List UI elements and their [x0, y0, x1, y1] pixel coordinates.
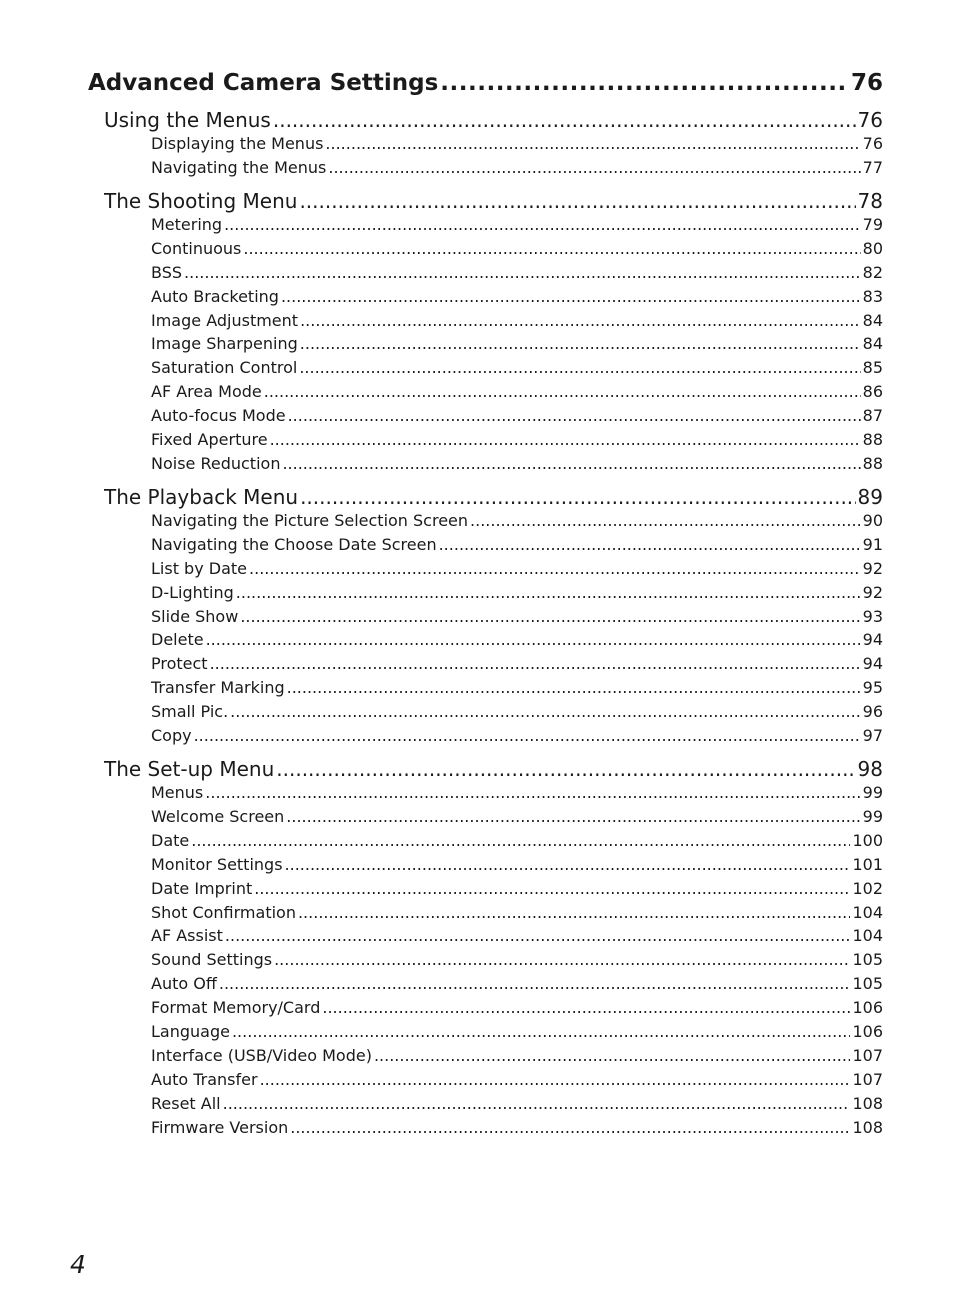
toc-page-number: 86 [862, 382, 883, 402]
toc-chapter [88, 70, 883, 96]
toc-entry [151, 583, 883, 602]
dot-leader [224, 215, 861, 234]
toc-title: Navigating the Choose Date Screen [151, 534, 437, 554]
toc-entry [151, 1070, 883, 1089]
toc-entry [151, 311, 883, 330]
toc-entry [151, 783, 883, 802]
toc-title: Date [151, 830, 190, 850]
dot-leader [374, 1046, 851, 1065]
dot-leader [286, 807, 860, 826]
dot-leader [274, 950, 850, 969]
toc-page-number: 102 [852, 878, 883, 898]
dot-leader [300, 485, 855, 509]
toc-entry [151, 263, 883, 282]
toc-page-number: 96 [862, 702, 883, 722]
dot-leader [300, 311, 861, 330]
toc-title: Image Sharpening [151, 334, 298, 354]
toc-page-number: 91 [862, 534, 883, 554]
page-number: 4 [70, 1250, 86, 1279]
toc-page-number: 94 [862, 630, 883, 650]
toc-title: Auto Off [151, 974, 217, 994]
toc-title: Welcome Screen [151, 806, 285, 826]
toc-title: Fixed Aperture [151, 430, 268, 449]
dot-leader [281, 287, 861, 306]
toc-page-number: 79 [862, 214, 883, 234]
toc-entry [151, 879, 883, 898]
toc-page-number: 97 [862, 726, 883, 745]
dot-leader [264, 382, 861, 401]
dot-leader [439, 535, 861, 554]
dot-leader [236, 583, 861, 602]
dot-leader [205, 783, 860, 802]
toc-page-number: 78 [857, 188, 883, 213]
toc-entry [151, 535, 883, 554]
toc-page-number: 89 [857, 484, 883, 509]
toc-entry [151, 134, 883, 153]
toc-entry [151, 239, 883, 258]
toc-title: Noise Reduction [151, 453, 281, 473]
toc-page-number: 76 [857, 108, 883, 132]
toc-page-number: 108 [852, 1117, 883, 1137]
toc-section [104, 485, 883, 509]
toc-title: The Shooting Menu [104, 188, 298, 213]
toc-page-number: 83 [862, 286, 883, 306]
toc-entry [151, 855, 883, 874]
dot-leader [260, 1070, 851, 1089]
toc-section [104, 189, 883, 213]
toc-title: Interface (USB/Video Mode) [151, 1045, 372, 1065]
toc-title: Format Memory/Card [151, 998, 321, 1018]
toc-page-number: 99 [862, 806, 883, 826]
toc-entry [151, 1094, 883, 1113]
toc-page-number: 90 [862, 510, 883, 530]
toc-entry [151, 678, 883, 697]
toc-page-number: 105 [852, 974, 883, 994]
toc-title: Monitor Settings [151, 854, 283, 874]
toc-entry [151, 926, 883, 945]
dot-leader [223, 1094, 851, 1113]
dot-leader [285, 855, 851, 874]
toc-page-number: 107 [852, 1069, 883, 1089]
toc-page-number: 77 [862, 157, 883, 177]
dot-leader [225, 926, 851, 945]
toc-title: Navigating the Picture Selection Screen [151, 510, 469, 530]
toc-title: Displaying the Menus [151, 134, 324, 153]
toc-title: AF Area Mode [151, 382, 262, 402]
toc-entry [151, 454, 883, 473]
toc-title: Sound Settings [151, 950, 273, 970]
toc-title: AF Assist [151, 926, 223, 946]
dot-leader [322, 998, 850, 1017]
toc-entry [151, 998, 883, 1017]
toc-title: Firmware Version [151, 1117, 289, 1137]
toc-page-number: 94 [862, 654, 883, 674]
toc-page-number: 88 [862, 453, 883, 473]
toc-page-number: 108 [852, 1093, 883, 1113]
toc-title: Date Imprint [151, 878, 253, 898]
toc-page-number: 84 [862, 334, 883, 354]
toc-entry [151, 511, 883, 530]
dot-leader [300, 334, 861, 353]
toc-title: BSS [151, 262, 183, 282]
toc-title: Copy [151, 726, 192, 745]
dot-leader [184, 263, 861, 282]
toc-page-number: 104 [852, 902, 883, 922]
toc-title: Continuous [151, 238, 242, 258]
toc-title: Delete [151, 630, 204, 650]
toc-entry [151, 950, 883, 969]
toc-title: Advanced Camera Settings [88, 70, 439, 96]
toc-title: Language [151, 1022, 230, 1041]
toc-page-number: 106 [852, 1022, 883, 1041]
dot-leader [299, 189, 855, 213]
toc-entry [151, 358, 883, 377]
dot-leader [325, 134, 860, 153]
toc-entry [151, 1118, 883, 1137]
toc-page-number: 92 [862, 582, 883, 602]
toc-title: List by Date [151, 558, 248, 578]
toc-title: Slide Show [151, 606, 239, 626]
dot-leader [254, 879, 850, 898]
toc-title: Saturation Control [151, 358, 298, 378]
toc-entry [151, 215, 883, 234]
toc-page-number: 76 [862, 134, 883, 153]
dot-leader [232, 1022, 850, 1041]
toc-page-number: 100 [852, 830, 883, 850]
toc-entry [151, 287, 883, 306]
dot-leader [191, 831, 850, 850]
toc-entry [151, 831, 883, 850]
toc-page-number: 80 [862, 238, 883, 258]
toc-title: Shot Confirmation [151, 902, 296, 922]
dot-leader [210, 654, 861, 673]
toc-title: Auto Bracketing [151, 286, 279, 306]
dot-leader [249, 559, 861, 578]
toc-entry [151, 974, 883, 993]
toc-page-number: 88 [862, 430, 883, 449]
dot-leader [240, 607, 860, 626]
toc-title: Metering [151, 214, 223, 234]
dot-leader [299, 358, 860, 377]
toc-section [104, 757, 883, 781]
dot-leader [290, 1118, 850, 1137]
toc-title: Auto-focus Mode [151, 406, 286, 426]
toc-page-number: 107 [852, 1045, 883, 1065]
toc-title: Protect [151, 654, 208, 674]
toc-entry [151, 702, 883, 721]
dot-leader [273, 108, 856, 132]
toc-page-number: 98 [857, 757, 883, 781]
toc-title: Reset All [151, 1093, 221, 1113]
toc-entry [151, 559, 883, 578]
toc-title: Transfer Marking [151, 678, 285, 698]
toc-title: D-Lighting [151, 582, 234, 602]
toc-title: Small Pic. [151, 702, 229, 722]
toc-page-number: 95 [862, 678, 883, 698]
toc-page-number: 82 [862, 262, 883, 282]
toc-title: Using the Menus [104, 108, 271, 132]
toc-entry [151, 903, 883, 922]
toc-page-number: 84 [862, 310, 883, 330]
toc-entry [151, 726, 883, 745]
dot-leader [328, 158, 860, 177]
dot-leader [243, 239, 860, 258]
toc-page-number: 104 [852, 926, 883, 946]
toc-page-number: 99 [862, 783, 883, 802]
dot-leader [282, 454, 860, 473]
toc-page-number: 92 [862, 558, 883, 578]
toc-title: The Set-up Menu [104, 757, 275, 781]
toc-page-number: 106 [852, 998, 883, 1018]
toc-page-number: 85 [862, 358, 883, 378]
toc-title: Image Adjustment [151, 310, 299, 330]
dot-leader [270, 430, 861, 449]
dot-leader [470, 511, 861, 530]
toc-title: Auto Transfer [151, 1069, 258, 1089]
dot-leader [298, 903, 850, 922]
dot-leader [287, 678, 861, 697]
toc-title: Navigating the Menus [151, 157, 327, 177]
dot-leader [288, 406, 861, 425]
dot-leader [206, 630, 861, 649]
toc-page-number: 76 [850, 70, 883, 96]
toc-entry [151, 607, 883, 626]
dot-leader [440, 70, 849, 96]
dot-leader [276, 757, 855, 781]
toc-entry [151, 382, 883, 401]
toc-page-number: 105 [852, 950, 883, 970]
toc-page-number: 101 [852, 854, 883, 874]
toc-entry [151, 654, 883, 673]
toc-entry [151, 630, 883, 649]
toc-entry [151, 1022, 883, 1041]
toc-entry [151, 334, 883, 353]
toc-entry [151, 807, 883, 826]
toc-page-number: 87 [862, 406, 883, 426]
toc-section [104, 108, 883, 132]
toc-page-number: 93 [862, 606, 883, 626]
toc-title: The Playback Menu [104, 484, 299, 509]
dot-leader [219, 974, 851, 993]
toc-entry [151, 158, 883, 177]
toc-entry [151, 1046, 883, 1065]
toc-entry [151, 406, 883, 425]
toc-entry [151, 430, 883, 449]
dot-leader [230, 702, 860, 721]
dot-leader [194, 726, 861, 745]
toc-title: Menus [151, 783, 204, 802]
